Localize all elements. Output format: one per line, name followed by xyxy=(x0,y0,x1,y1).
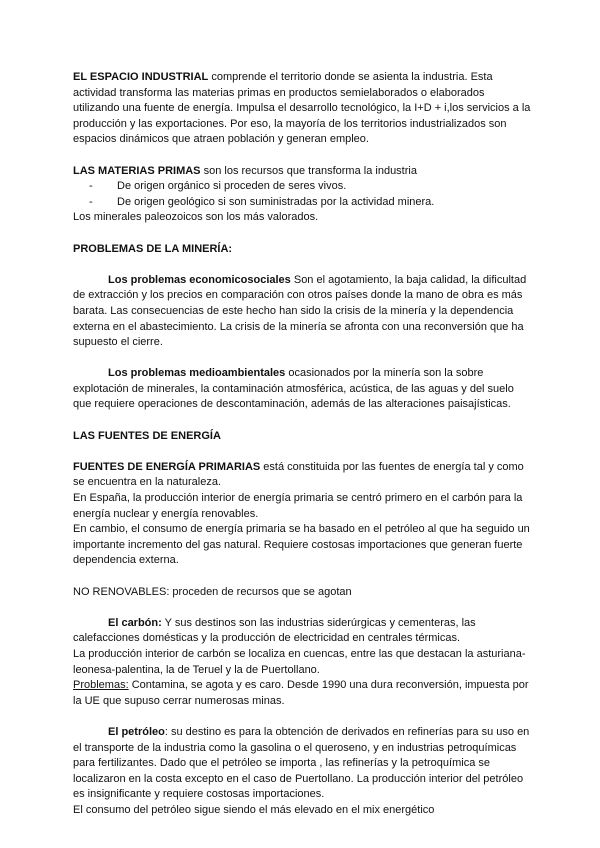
text-carbon-problemas: Contamina, se agota y es caro. Desde 1990 una dura reconversión, impuesta por la UE que supuso cerrar numerosas minas. xyxy=(73,679,529,707)
paragraph-espacio-industrial xyxy=(73,70,533,148)
paragraph-carbon-problemas xyxy=(73,678,533,709)
term-fuentes-primarias: FUENTES DE ENERGÍA PRIMARIAS xyxy=(73,460,261,473)
text-carbon: Y sus destinos son las industrias siderúrgicas y cementeras, las calefacciones domésticas y la producción de electricidad en centrales térmicas. xyxy=(73,616,476,645)
paragraph-no-renovables: NO RENOVABLES: proceden de recursos que se agotan xyxy=(73,585,352,598)
heading-fuentes-energia: LAS FUENTES DE ENERGÍA xyxy=(73,429,221,442)
term-materias-primas: LAS MATERIAS PRIMAS xyxy=(73,164,201,177)
term-petroleo: El petróleo xyxy=(108,725,165,738)
materias-primas-list xyxy=(73,179,533,210)
term-espacio-industrial: EL ESPACIO INDUSTRIAL xyxy=(73,71,209,83)
text-espacio-industrial: comprende el territorio donde se asienta la industria. Esta actividad transforma las materias primas en productos semielaborados o elaborados utilizando una fuente de energía. Impulsa el desarrollo tecnológico, la I+D + i,los servicios a la producción y las exportaciones. Por eso, la mayoría de los territorios industrializados son espacios dinámicos que atraen población y generan empleo. xyxy=(73,71,531,146)
list-item xyxy=(73,195,533,211)
paragraph-consumo-primaria: En cambio, el consumo de energía primaria se ha basado en el petróleo al que ha seguido un importante incremento del gas natural. Requiere costosas importaciones que generan fuerte dependencia externa. xyxy=(73,523,530,567)
label-problemas: Problemas: xyxy=(73,679,129,692)
paragraph-petroleo-consumo: El consumo del petróleo sigue siendo el más elevado en el mix energético xyxy=(73,803,435,816)
dash-bullet: - xyxy=(89,180,93,193)
paragraph-carbon xyxy=(73,616,533,647)
document-body xyxy=(73,70,533,819)
paragraph-materias-primas xyxy=(73,164,533,180)
paragraph-petroleo xyxy=(73,725,533,803)
paragraph-minerales: Los minerales paleozoicos son los más valorados. xyxy=(73,211,319,224)
list-item xyxy=(73,179,533,195)
dash-bullet: - xyxy=(89,195,93,208)
paragraph-problemas-medioambientales xyxy=(73,366,533,413)
term-carbon: El carbón: xyxy=(108,616,162,629)
text-petroleo: : su destino es para la obtención de derivados en refinerías para su uso en el transporte de la industria como la gasolina o el queroseno, y en industrias petroquímicas para fertilizantes. Dado que el petróleo se importa , las refinerías y la petroquímica se localizaron en la costa excepto en el caso de Puertollano. La producción interior del petróleo es insignificante y requiere costosas importaciones. xyxy=(73,725,530,801)
text-problemas-medioambientales: ocasionados por la minería son la sobre explotación de minerales, la contaminación atmosférica, acústica, de las aguas y del suelo que requiere operaciones de descontaminación, además de las alteraciones paisajísticas. xyxy=(73,367,514,411)
list-item-text: De origen geológico si son suministradas por la actividad minera. xyxy=(117,195,435,208)
paragraph-problemas-economicosociales xyxy=(73,273,533,351)
text-fuentes-primarias: está constituida por las fuentes de energía tal y como se encuentra en la naturaleza. xyxy=(73,460,524,489)
text-materias-primas: son los recursos que transforma la industria xyxy=(200,164,417,177)
heading-problemas-mineria: PROBLEMAS DE LA MINERÍA: xyxy=(73,242,233,255)
text-problemas-economicosociales: Son el agotamiento, la baja calidad, la dificultad de extracción y los precios en comparación con otros países donde la mano de obra es más barata. Las consecuencias de este hecho han sido la crisis de la minería y la dependencia externa en el abastecimiento. La crisis de la minería se afronta con una reconversión que ha supuesto el cierre. xyxy=(73,273,527,349)
term-problemas-economicosociales: Los problemas economicosociales xyxy=(108,273,291,286)
list-item-text: De origen orgánico si proceden de seres vivos. xyxy=(117,180,347,193)
paragraph-espana-produccion: En España, la producción interior de energía primaria se centró primero en el carbón para la energía nuclear y energía renovables. xyxy=(73,492,523,520)
paragraph-carbon-produccion: La producción interior de carbón se localiza en cuencas, entre las que destacan la asturiana-leonesa-palentina, la de Teruel y la de Puertollano. xyxy=(73,647,526,676)
term-problemas-medioambientales: Los problemas medioambientales xyxy=(108,367,286,380)
paragraph-fuentes-primarias xyxy=(73,460,533,491)
